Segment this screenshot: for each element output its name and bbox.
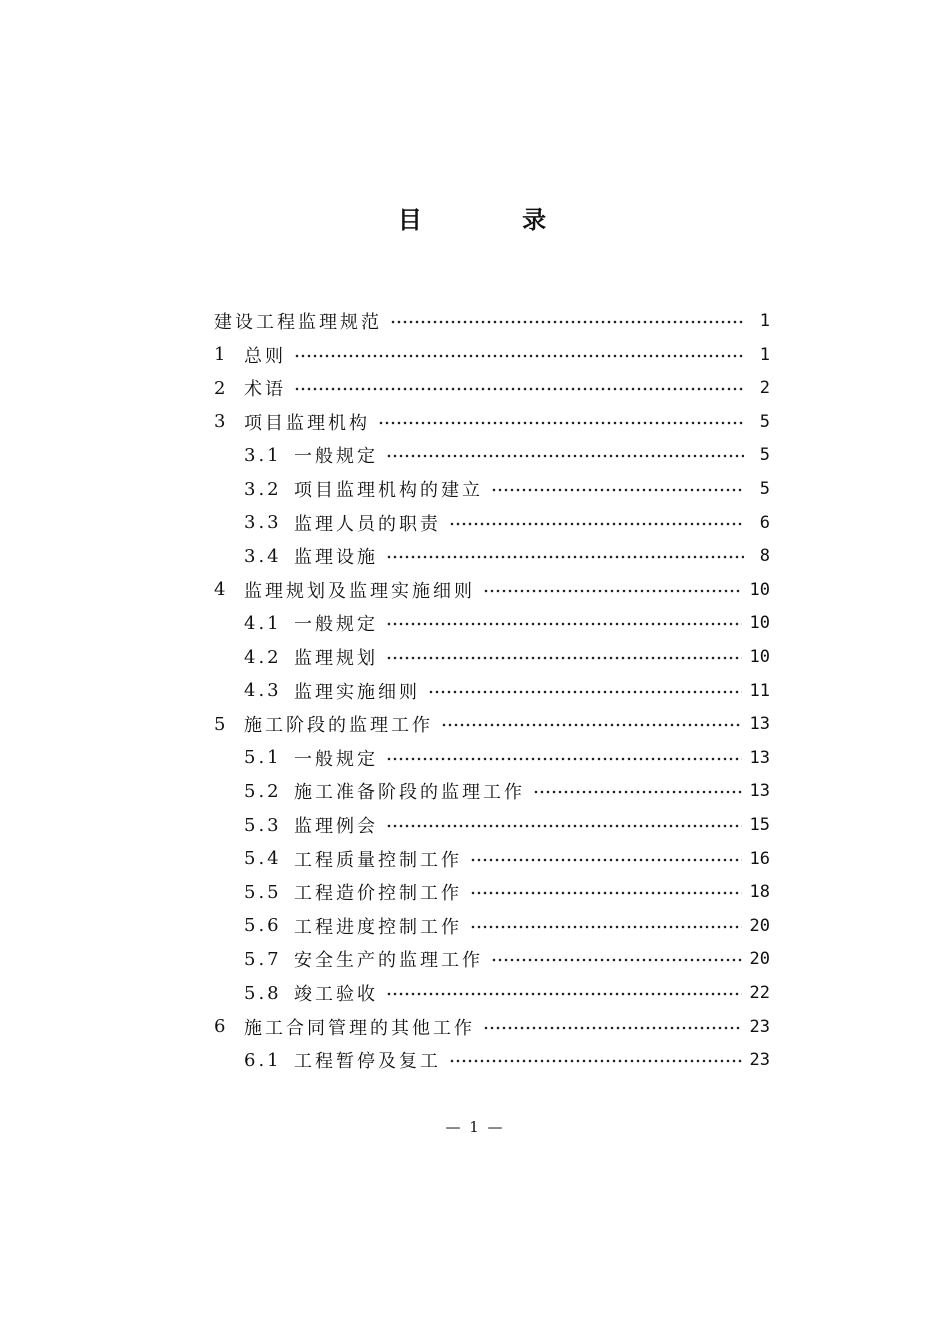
toc-entry-page: 5 [759, 445, 770, 466]
toc-entry-label: 监理人员的职责 [294, 513, 441, 535]
toc-dot-leader [386, 992, 742, 996]
toc-entry-number: 5.5 [244, 881, 282, 903]
toc-entry-number: 4.1 [244, 612, 282, 634]
toc-entry-label: 工程暂停及复工 [294, 1051, 441, 1073]
toc-dot-leader [470, 891, 742, 895]
toc-entry-page: 13 [749, 747, 770, 768]
toc-entry[interactable] [244, 608, 770, 638]
toc-entry[interactable] [244, 1045, 770, 1075]
toc-entry-label: 监理规划 [294, 648, 378, 669]
toc-entry-number: 5.6 [244, 915, 282, 937]
toc-entry-label: 工程进度控制工作 [294, 916, 462, 938]
toc-entry-page: 15 [749, 815, 770, 835]
toc-entry[interactable] [214, 407, 770, 437]
toc-entry-number: 1 [214, 344, 229, 366]
toc-entry[interactable] [244, 978, 770, 1008]
toc-entry-page: 2 [759, 378, 770, 399]
toc-dot-leader [294, 387, 744, 391]
toc-entry-number: 4.3 [244, 680, 282, 702]
toc-entry-number: 3.3 [244, 512, 282, 534]
toc-entry-page: 1 [759, 344, 770, 365]
toc-entry[interactable] [214, 340, 770, 370]
page-title: 目 录 [397, 206, 593, 234]
toc-entry[interactable] [214, 1012, 770, 1042]
toc-entry-label: 工程造价控制工作 [294, 883, 462, 905]
toc-dot-leader [441, 723, 742, 727]
toc-dot-leader [386, 656, 742, 660]
toc-entry-page: 23 [749, 1016, 770, 1037]
toc-entry-label: 一般规定 [294, 446, 378, 468]
toc-entry[interactable] [244, 440, 770, 470]
toc-entry-number: 4 [214, 579, 229, 601]
toc-entry-label: 监理实施细则 [294, 681, 420, 703]
toc-dot-leader [428, 690, 742, 694]
toc-entry-number: 6 [214, 1016, 229, 1038]
toc-entry-label: 一般规定 [294, 748, 378, 770]
toc-dot-leader [386, 824, 742, 828]
toc-dot-leader [449, 522, 744, 526]
toc-entry[interactable] [244, 944, 770, 974]
toc-entry-page: 16 [749, 848, 770, 869]
toc-dot-leader [483, 1026, 742, 1030]
toc-entry-label: 监理设施 [294, 547, 378, 569]
page-number-footer: — 1 — [445, 1118, 505, 1136]
toc-dot-leader [470, 858, 742, 862]
toc-entry-page: 20 [749, 915, 770, 936]
toc-entry[interactable] [244, 810, 770, 840]
toc-entry-page: 10 [749, 647, 770, 667]
toc-entry[interactable] [244, 642, 770, 672]
toc-dot-leader [491, 958, 742, 962]
toc-dot-leader [378, 421, 744, 425]
toc-entry-page: 5 [759, 479, 770, 499]
toc-entry-number: 5 [214, 713, 229, 735]
toc-dot-leader [386, 454, 744, 458]
toc-entry[interactable] [244, 776, 770, 806]
toc-entry-label: 施工阶段的监理工作 [244, 715, 433, 737]
toc-dot-leader [470, 925, 742, 929]
toc-entry-label: 一般规定 [294, 614, 378, 636]
toc-entry[interactable] [244, 474, 770, 504]
toc-entry-number: 3.1 [244, 444, 282, 466]
toc-entry[interactable] [244, 541, 770, 571]
toc-entry[interactable] [244, 911, 770, 941]
toc-entry-number: 5.1 [244, 747, 282, 769]
toc-entry[interactable] [244, 844, 770, 874]
toc-dot-leader [491, 488, 744, 492]
toc-entry-page: 18 [749, 882, 770, 903]
toc-entry-number: 5.4 [244, 848, 282, 870]
toc-entry[interactable] [244, 743, 770, 773]
toc-entry-page: 11 [749, 680, 770, 701]
toc-entry-page: 10 [749, 613, 770, 634]
toc-dot-leader [386, 757, 742, 761]
toc-entry-label: 监理规划及监理实施细则 [244, 580, 475, 602]
toc-entry-number: 4.2 [244, 646, 282, 668]
toc-entry[interactable] [214, 306, 770, 336]
toc-entry-page: 23 [749, 1050, 770, 1071]
toc-entry-number: 3.2 [244, 478, 282, 500]
toc-entry-number: 3 [214, 411, 229, 433]
toc-entry-page: 1 [759, 311, 770, 331]
toc-entry-number: 2 [214, 377, 229, 399]
toc-entry-page: 22 [749, 983, 770, 1003]
toc-entry-number: 3.4 [244, 545, 282, 567]
toc-entry-page: 13 [749, 781, 770, 802]
toc-entry[interactable] [244, 508, 770, 538]
toc-entry-page: 20 [749, 949, 770, 970]
toc-entry[interactable] [214, 709, 770, 739]
toc-entry-label: 工程质量控制工作 [294, 849, 462, 871]
toc-dot-leader [533, 790, 742, 794]
toc-entry-label: 项目监理机构的建立 [294, 480, 483, 501]
toc-dot-leader [294, 354, 744, 358]
toc-entry-page: 13 [749, 714, 770, 735]
toc-entry-label: 竣工验收 [294, 984, 378, 1005]
toc-entry-page: 6 [759, 512, 770, 533]
toc-dot-leader [449, 1059, 742, 1063]
toc-entry-label: 施工准备阶段的监理工作 [294, 782, 525, 804]
toc-entry-page: 5 [759, 411, 770, 432]
toc-entry[interactable] [244, 877, 770, 907]
toc-entry-label: 监理例会 [294, 816, 378, 837]
toc-entry-number: 5.7 [244, 948, 282, 970]
toc-entry-number: 5.8 [244, 982, 282, 1004]
toc-entry-label: 总则 [244, 345, 286, 367]
toc-entry-page: 8 [759, 546, 770, 567]
toc-entry-label: 建设工程监理规范 [214, 312, 382, 333]
toc-entry[interactable] [244, 676, 770, 706]
toc-dot-leader [390, 320, 744, 324]
toc-entry-label: 项目监理机构 [244, 412, 370, 434]
toc-entry-label: 术语 [244, 379, 286, 401]
toc-entry-label: 安全生产的监理工作 [294, 950, 483, 972]
toc-entry-label: 施工合同管理的其他工作 [244, 1017, 475, 1039]
toc-dot-leader [483, 589, 742, 593]
toc-entry-number: 5.3 [244, 814, 282, 836]
toc-entry[interactable] [214, 373, 770, 403]
toc-entry-number: 5.2 [244, 780, 282, 802]
toc-dot-leader [386, 622, 742, 626]
toc-entry-page: 10 [749, 579, 770, 600]
toc-entry-number: 6.1 [244, 1049, 282, 1071]
toc-entry[interactable] [214, 575, 770, 605]
toc-dot-leader [386, 555, 744, 559]
